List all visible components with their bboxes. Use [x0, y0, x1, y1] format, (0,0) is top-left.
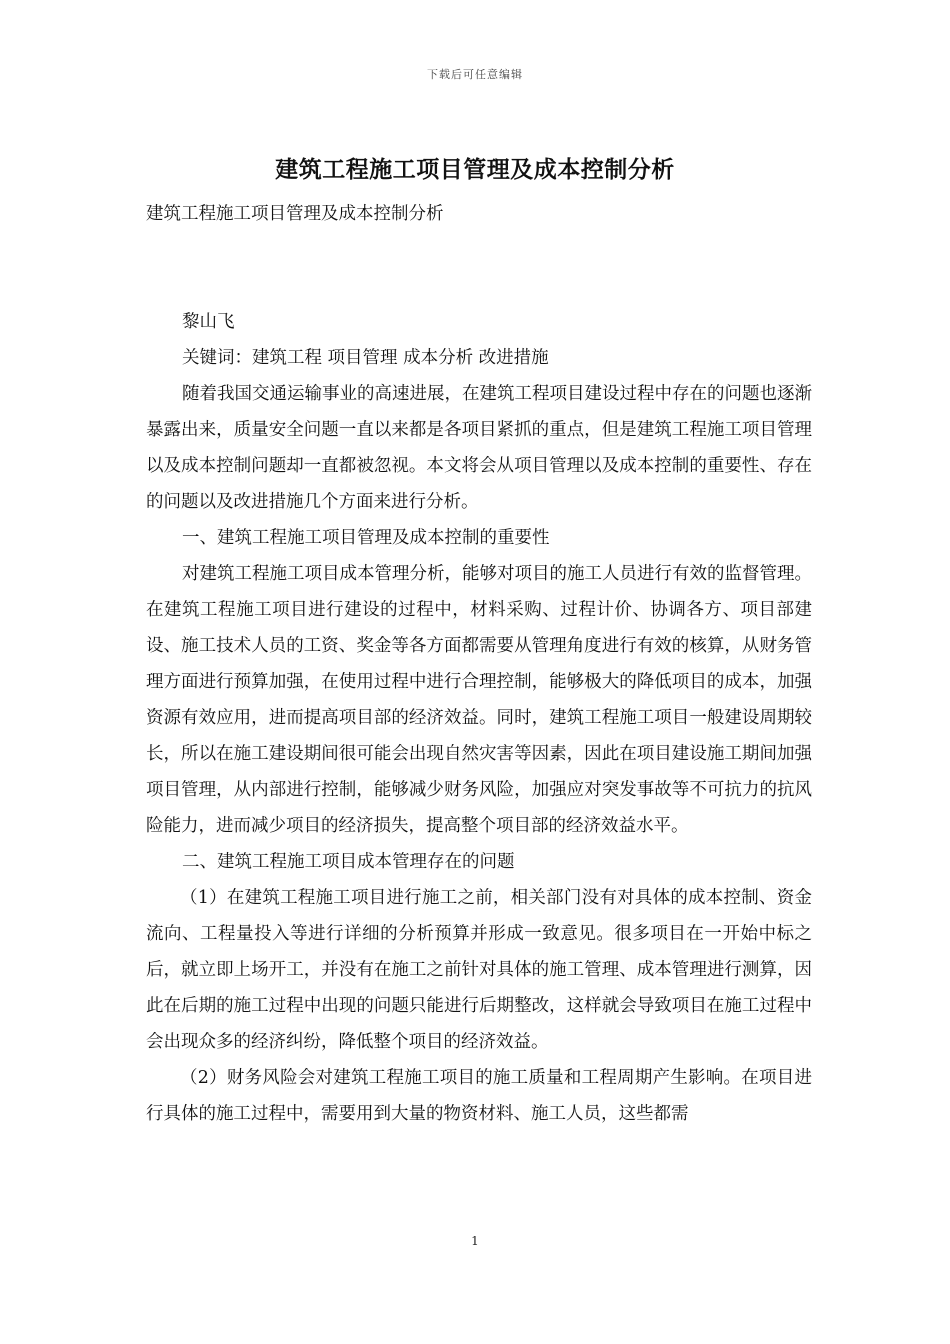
header-note: 下载后可任意编辑 [427, 68, 523, 81]
issue-paragraph-2: （2）财务风险会对建筑工程施工项目的施工质量和工程周期产生影响。在项目进行具体的施工过程中，需要用到大量的物资材料、施工人员，这些都需 [146, 1068, 812, 1124]
document-title: 建筑工程施工项目管理及成本控制分析 [275, 156, 675, 183]
document-subtitle: 建筑工程施工项目管理及成本控制分析 [146, 204, 444, 224]
blank-space [146, 232, 812, 304]
document-body [146, 196, 812, 1132]
page-number: 1 [471, 1234, 479, 1248]
intro-paragraph: 随着我国交通运输事业的高速进展，在建筑工程项目建设过程中存在的问题也逐渐暴露出来，质量安全问题一直以来都是各项目紧抓的重点，但是建筑工程施工项目管理以及成本控制问题却一直都被忽视。本文将会从项目管理以及成本控制的重要性、存在的问题以及改进措施几个方面来进行分析。 [146, 384, 812, 512]
author-line: 黎山飞 [182, 312, 235, 332]
issue-paragraph-1: （1）在建筑工程施工项目进行施工之前，相关部门没有对具体的成本控制、资金流向、工程量投入等进行详细的分析预算并形成一致意见。很多项目在一开始中标之后，就立即上场开工，并没有在施工之前针对具体的施工管理、成本管理进行测算，因此在后期的施工过程中出现的问题只能进行后期整改，这样就会导致项目在施工过程中会出现众多的经济纠纷，降低整个项目的经济效益。 [146, 888, 812, 1052]
keywords-line: 关键词：建筑工程 项目管理 成本分析 改进措施 [182, 348, 549, 368]
section-heading-1: 一、建筑工程施工项目管理及成本控制的重要性 [182, 528, 550, 548]
section-1-paragraph: 对建筑工程施工项目成本管理分析，能够对项目的施工人员进行有效的监督管理。在建筑工程施工项目进行建设的过程中，材料采购、过程计价、协调各方、项目部建设、施工技术人员的工资、奖金等各方面都需要从管理角度进行有效的核算，从财务管理方面进行预算加强，在使用过程中进行合理控制，能够极大的降低项目的成本，加强资源有效应用，进而提高项目部的经济效益。同时，建筑工程施工项目一般建设周期较长，所以在施工建设期间很可能会出现自然灾害等因素，因此在项目建设施工期间加强项目管理，从内部进行控制，能够减少财务风险，加强应对突发事故等不可抗力的抗风险能力，进而减少项目的经济损失，提高整个项目部的经济效益水平。 [146, 564, 812, 836]
section-heading-2: 二、建筑工程施工项目成本管理存在的问题 [182, 852, 515, 872]
